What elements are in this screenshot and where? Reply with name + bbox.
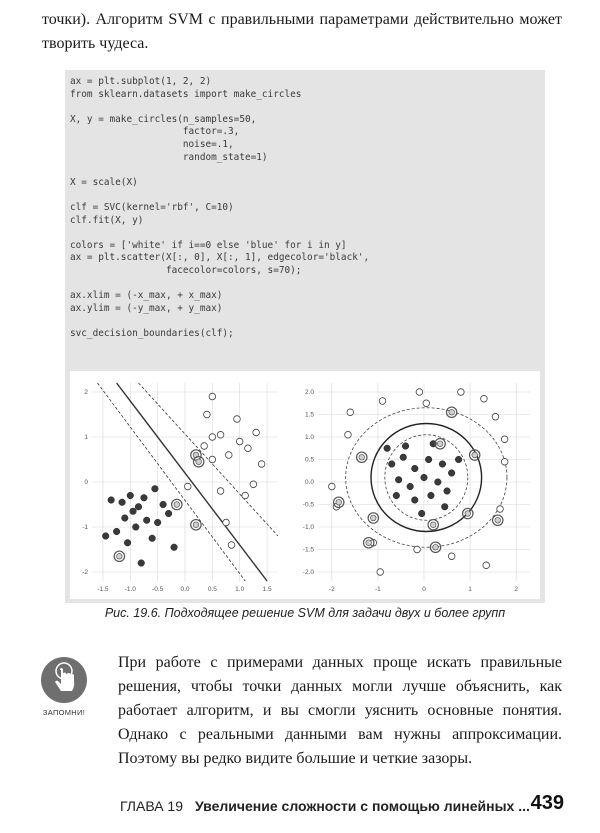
data-point-blue	[395, 476, 402, 483]
support-vector-point	[359, 454, 365, 460]
x-tick-label: -1	[375, 586, 381, 593]
data-point-white	[253, 429, 260, 436]
data-point-blue	[122, 515, 129, 522]
x-tick-label: 0	[422, 586, 426, 593]
y-tick-label: -1.0	[302, 524, 314, 531]
data-point-white	[223, 519, 230, 526]
data-point-white	[497, 506, 504, 513]
data-point-white	[501, 436, 508, 443]
page-number: 439	[530, 792, 564, 814]
support-vector-point	[437, 441, 443, 447]
y-tick-label: 2	[84, 389, 88, 396]
data-point-white	[379, 398, 386, 405]
code-line: ax = plt.subplot(1, 2, 2)	[70, 76, 212, 87]
x-tick-label: 1.5	[262, 586, 272, 593]
data-point-blue	[411, 497, 418, 504]
data-point-white	[184, 483, 191, 490]
data-point-white	[416, 389, 423, 396]
data-point-blue	[435, 479, 442, 486]
y-tick-label: 0	[84, 479, 88, 486]
data-point-blue	[441, 503, 448, 510]
data-point-blue	[407, 483, 414, 490]
data-point-white	[242, 492, 249, 499]
support-vector-point	[495, 517, 501, 523]
hand-tap-icon	[40, 656, 88, 704]
data-point-white	[377, 569, 384, 576]
data-point-white	[458, 389, 465, 396]
data-point-white	[225, 452, 232, 459]
data-point-white	[481, 395, 488, 402]
footer-chapter: ГЛАВА 19	[120, 798, 183, 814]
footer-chapter-title: Увеличение сложности с помощью линейных ...	[195, 798, 530, 814]
data-point-blue	[138, 560, 145, 567]
code-line: ax = plt.scatter(X[:, 0], X[:, 1], edgecolor='black',	[70, 252, 370, 264]
y-tick-label: -2.0	[302, 569, 314, 576]
code-line: clf = SVC(kernel='rbf', C=10)	[70, 201, 234, 213]
note-paragraph: При работе с примерами данных проще искать правильные решения, чтобы точки данных могли лучше объяснить, как работает алгоритм, и вы смогли уяснить основные понятия. Однако с реальными данными вам нужны аппроксимации. Поэтому вы редко видите большие и четкие зазоры.	[118, 654, 562, 767]
data-point-blue	[132, 524, 139, 531]
data-point-white	[423, 400, 430, 407]
code-line: noise=.1,	[70, 138, 234, 150]
chart-left-linear-svm	[74, 377, 284, 595]
data-point-blue	[393, 492, 400, 499]
support-vector-point	[371, 515, 377, 521]
code-line: facecolor=colors, s=70);	[70, 264, 302, 276]
code-line: factor=.3,	[70, 126, 240, 138]
data-point-blue	[402, 443, 409, 450]
data-point-white	[236, 438, 243, 445]
note-label: ЗАПОМНИ!	[42, 708, 86, 717]
code-line: svc_decision_boundaries(clf);	[70, 327, 234, 339]
data-point-blue	[418, 510, 425, 517]
x-tick-label: -0.5	[152, 586, 164, 593]
data-point-white	[492, 413, 499, 420]
data-point-white	[501, 458, 508, 465]
y-tick-label: -1.5	[302, 546, 314, 554]
data-point-blue	[119, 499, 126, 506]
data-point-blue	[388, 461, 395, 468]
data-point-white	[245, 445, 252, 452]
data-point-blue	[143, 517, 150, 524]
data-point-white	[228, 542, 235, 549]
data-point-blue	[411, 465, 418, 472]
y-tick-label: 1.0	[304, 434, 314, 441]
margin-line-upper	[139, 383, 279, 536]
support-vector-point	[430, 522, 436, 528]
x-tick-label: 0.5	[207, 586, 217, 593]
data-point-blue	[102, 533, 109, 540]
data-point-blue	[127, 492, 134, 499]
y-tick-label: 2.0	[304, 389, 314, 396]
support-vector-point	[465, 511, 471, 517]
code-line: colors = ['white' if i==0 else 'blue' for i in y]	[70, 239, 347, 251]
intro-paragraph: точки). Алгоритм SVM с правильными параметрами действительно может творить чудеса.	[42, 11, 562, 52]
data-point-white	[204, 411, 211, 418]
data-point-blue	[171, 544, 178, 551]
data-point-blue	[113, 528, 120, 535]
x-tick-label: 2	[514, 586, 518, 593]
data-point-blue	[108, 497, 115, 504]
data-point-blue	[448, 470, 455, 477]
x-tick-label: 1.0	[235, 586, 245, 593]
x-tick-label: -1.5	[97, 586, 109, 593]
support-vector-point	[433, 544, 439, 550]
y-tick-label: 1	[84, 434, 88, 441]
data-point-blue	[165, 510, 172, 517]
data-point-blue	[124, 539, 131, 546]
chart-right-rbf-svm	[292, 377, 536, 595]
support-vector-point	[193, 522, 199, 528]
data-point-blue	[149, 535, 156, 542]
support-vector-point	[449, 409, 455, 415]
page-footer	[120, 792, 564, 820]
code-line: clf.fit(X, y)	[70, 214, 144, 226]
y-tick-label: 0.0	[304, 479, 314, 486]
y-tick-label: -2	[82, 569, 88, 576]
code-line: random_state=1)	[70, 151, 268, 163]
data-point-blue	[160, 501, 167, 508]
data-point-white	[234, 416, 241, 423]
data-point-white	[209, 393, 216, 400]
support-vector-point	[336, 499, 342, 505]
data-point-blue	[421, 474, 428, 481]
data-point-blue	[152, 485, 159, 492]
data-point-white	[209, 434, 216, 441]
data-point-blue	[439, 461, 446, 468]
data-point-white	[483, 562, 490, 569]
x-tick-label: 1	[468, 586, 472, 593]
x-tick-label: -1.0	[124, 586, 136, 593]
data-point-blue	[141, 494, 148, 501]
y-tick-label: 0.5	[304, 456, 314, 464]
y-tick-label: -1	[82, 524, 88, 531]
data-point-white	[250, 481, 257, 488]
x-tick-label: 0.0	[180, 586, 190, 593]
data-point-blue	[400, 454, 407, 461]
support-vector-point	[117, 553, 123, 559]
data-point-white	[414, 546, 421, 553]
data-point-white	[347, 409, 354, 416]
code-line: X = scale(X)	[70, 176, 138, 188]
code-line: ax.xlim = (-x_max, + x_max)	[70, 290, 223, 302]
data-point-blue	[154, 519, 161, 526]
data-point-blue	[428, 492, 435, 499]
data-point-white	[217, 431, 224, 438]
data-point-white	[448, 553, 455, 560]
code-line: from sklearn.datasets import make_circles	[70, 88, 302, 100]
data-point-white	[329, 483, 336, 490]
data-point-blue	[135, 503, 142, 510]
x-tick-label: -2	[328, 586, 335, 593]
data-point-blue	[444, 488, 451, 495]
support-vector-point	[366, 540, 372, 546]
y-tick-label: -0.5	[302, 501, 314, 509]
data-point-blue	[425, 456, 432, 463]
data-point-white	[209, 456, 216, 463]
data-point-blue	[384, 445, 391, 452]
data-point-white	[201, 443, 208, 450]
figure-caption: Рис. 19.6. Подходящее решение SVM для задачи двух и более групп	[104, 606, 506, 620]
support-vector-point	[196, 459, 202, 465]
data-point-white	[258, 461, 265, 468]
code-listing	[70, 76, 540, 340]
data-point-blue	[130, 508, 137, 515]
support-vector-point	[174, 502, 180, 508]
data-point-white	[217, 488, 224, 495]
code-line: ax.ylim = (-y_max, + y_max)	[70, 302, 223, 314]
support-vector-point	[472, 452, 478, 458]
data-point-blue	[455, 456, 462, 463]
code-line: X, y = make_circles(n_samples=50,	[70, 113, 257, 125]
data-point-white	[345, 431, 352, 438]
y-tick-label: 1.5	[304, 411, 314, 419]
